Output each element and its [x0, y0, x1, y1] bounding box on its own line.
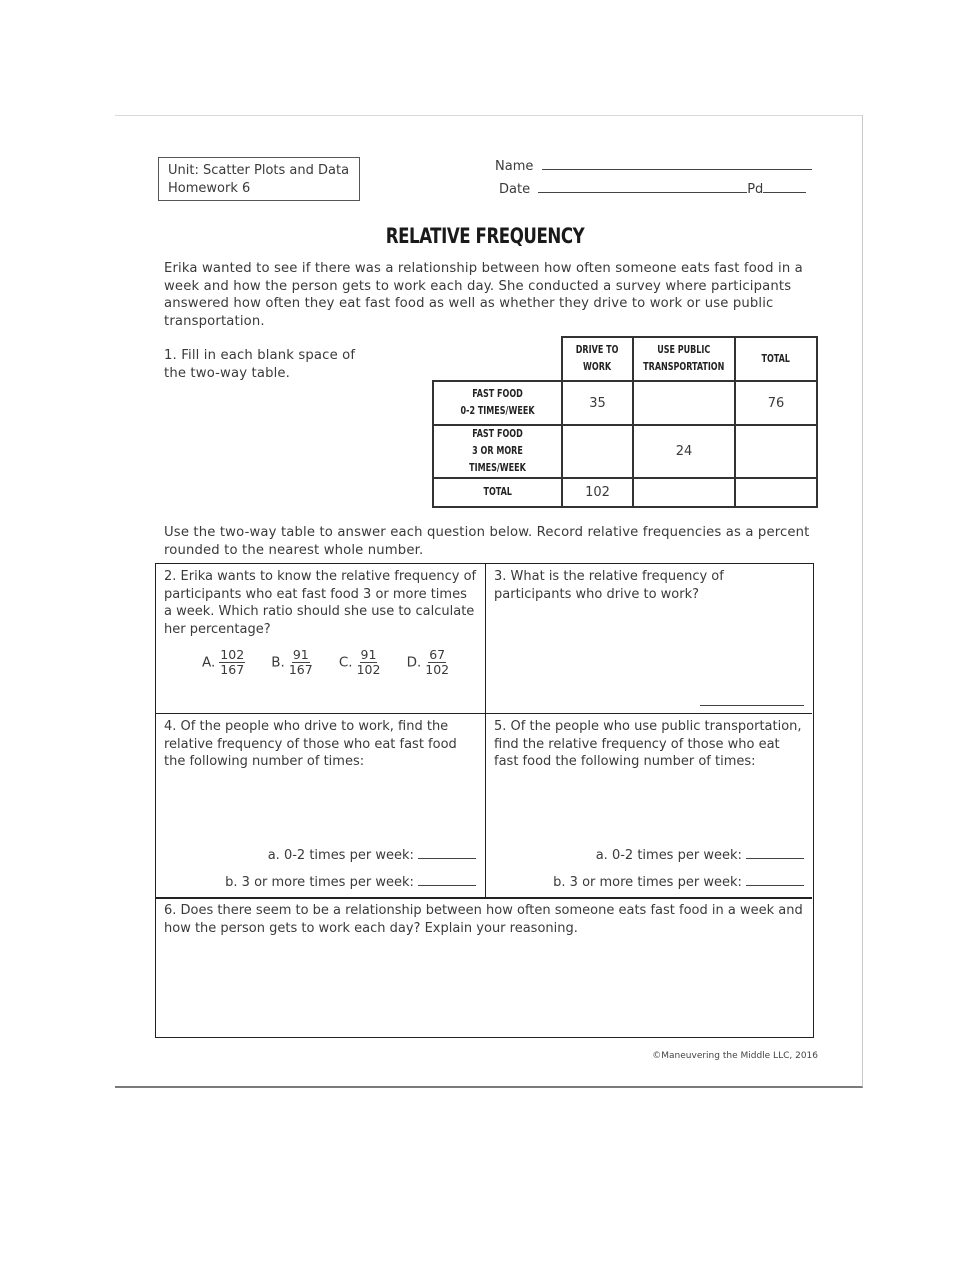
worksheet-page [115, 115, 863, 1088]
table-row [433, 478, 817, 507]
choice-a[interactable]: A. $\frac{102}{167}$ [202, 647, 245, 678]
name-blank[interactable] [542, 157, 812, 170]
question-2-text: 2. Erika wants to know the relative frequency of participants who eat fast food 3 or more times a week. Which ratio should she use to calculate her percentage? [164, 569, 477, 637]
answer-blank[interactable] [746, 873, 804, 886]
answer-choices [164, 648, 477, 677]
choice-c[interactable]: C. $\frac{91}{102}$ [338, 647, 381, 678]
row-header-3-plus: FAST FOOD 3 OR MORE TIMES/WEEK [433, 425, 562, 478]
cell-value: 102 [562, 478, 633, 507]
date-label: Date [499, 182, 531, 197]
questions-grid [155, 563, 814, 1038]
answer-blank[interactable] [418, 846, 476, 859]
intro-paragraph: Erika wanted to see if there was a relationship between how often someone eats fast food in a week and how the person gets to work each day. She conducted a survey where participants answered how often they eat fast food as well as whether they drive to work or use public transportation. [164, 261, 803, 329]
instructions: Use the two-way table to answer each question below. Record relative frequencies as a percent rounded to the nearest whole number. [164, 525, 810, 558]
cell-value: 76 [735, 381, 817, 425]
blank-cell[interactable] [735, 425, 817, 478]
col-header-total: TOTAL [735, 337, 817, 381]
date-field[interactable] [499, 180, 806, 197]
copyright-footer: ©Maneuvering the Middle LLC, 2016 [652, 1051, 818, 1061]
question-4-part-a: a. 0-2 times per week: [268, 846, 476, 865]
blank-cell[interactable] [633, 381, 735, 425]
question-3 [486, 564, 812, 713]
blank-cell[interactable] [562, 425, 633, 478]
cell-value: 35 [562, 381, 633, 425]
unit-title: Unit: Scatter Plots and Data [168, 163, 350, 178]
answer-blank[interactable] [700, 705, 804, 706]
question-4-text: 4. Of the people who drive to work, find the relative frequency of those who eat fast food the following number of times: [164, 719, 457, 770]
question-2 [156, 564, 485, 713]
homework-label: Homework 6 [168, 181, 251, 196]
choice-b[interactable]: B. $\frac{91}{167}$ [271, 647, 313, 678]
answer-blank[interactable] [746, 846, 804, 859]
pd-label: Pd [747, 182, 764, 197]
table-corner [433, 337, 562, 381]
question-3-text: 3. What is the relative frequency of participants who drive to work? [494, 569, 724, 602]
cell-value: 24 [633, 425, 735, 478]
question-4-part-b: b. 3 or more times per week: [225, 873, 476, 892]
question-1-line2: the two-way table. [164, 365, 291, 381]
row-header-0-2: FAST FOOD 0-2 TIMES/WEEK [433, 381, 562, 425]
table-row [433, 381, 817, 425]
unit-box [158, 157, 360, 201]
row-header-total: TOTAL [433, 478, 562, 507]
col-header-drive: DRIVE TO WORK [562, 337, 633, 381]
table-header-row [433, 337, 817, 381]
question-1 [164, 347, 384, 382]
question-4 [156, 714, 485, 897]
page-title: RELATIVE FREQUENCY [385, 224, 585, 248]
question-5 [486, 714, 812, 897]
choice-d[interactable]: D. $\frac{67}{102}$ [406, 647, 450, 678]
name-label: Name [495, 159, 534, 174]
question-6 [156, 898, 812, 1036]
blank-cell[interactable] [735, 478, 817, 507]
question-5-text: 5. Of the people who use public transportation, find the relative frequency of those who eat fast food the following number of times: [494, 719, 802, 770]
table-row [433, 425, 817, 478]
date-blank[interactable] [538, 180, 747, 193]
question-1-line1: 1. Fill in each blank space of [164, 348, 356, 363]
two-way-table [432, 336, 818, 508]
name-field[interactable] [495, 157, 812, 174]
answer-blank[interactable] [418, 873, 476, 886]
col-header-public: USE PUBLIC TRANSPORTATION [633, 337, 735, 381]
question-5-part-a: a. 0-2 times per week: [596, 846, 804, 865]
blank-cell[interactable] [633, 478, 735, 507]
question-5-part-b: b. 3 or more times per week: [553, 873, 804, 892]
question-6-text: 6. Does there seem to be a relationship between how often someone eats fast food in a week and how the person gets to work each day? Explain your reasoning. [164, 903, 803, 936]
pd-blank[interactable] [763, 180, 806, 193]
